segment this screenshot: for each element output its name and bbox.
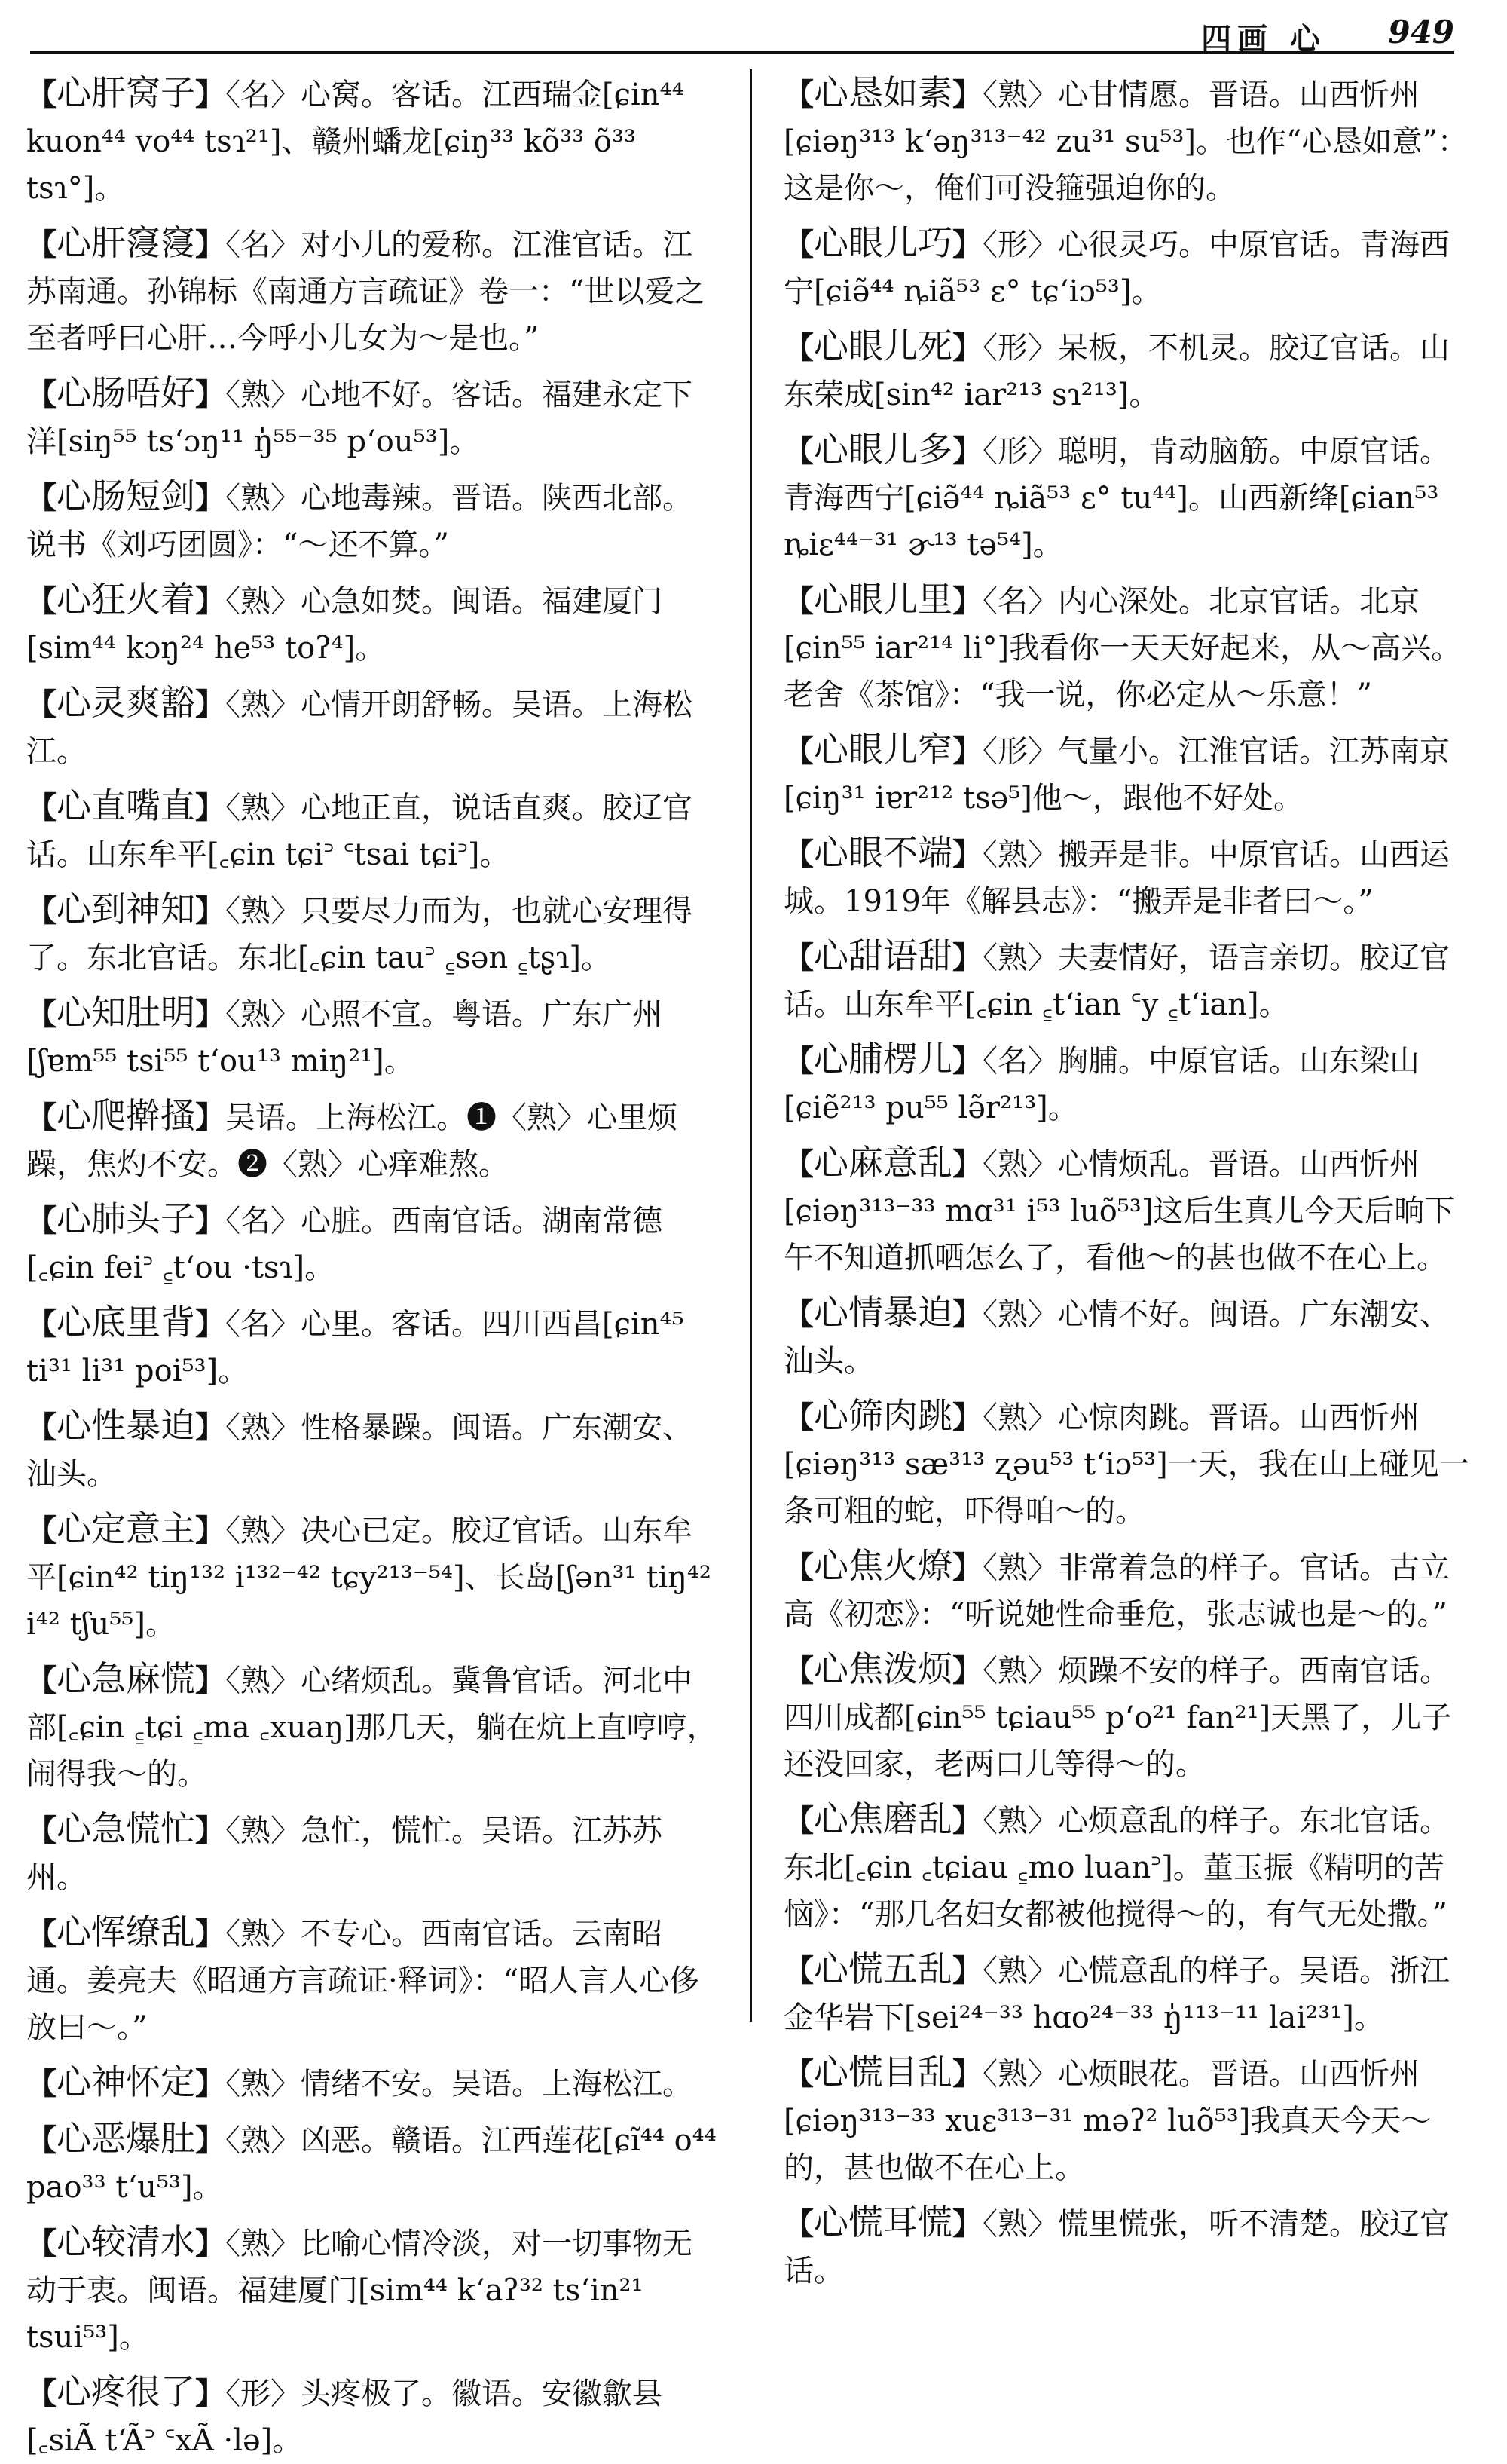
headword-bracket-close: 】 [952, 583, 983, 619]
headword-bracket-open: 【 [26, 1916, 57, 1951]
headword-bracket-close: 】 [195, 77, 225, 112]
dictionary-entry [784, 1392, 1477, 1535]
headword-bracket-open: 【 [784, 733, 814, 769]
dictionary-entry [26, 1805, 720, 1901]
dictionary-entry [784, 1542, 1477, 1638]
headword-bracket-open: 【 [26, 1813, 57, 1848]
headword-bracket-close: 】 [195, 1813, 225, 1848]
entry-headword: 心恽缭乱 [57, 1912, 195, 1952]
headword-bracket-open: 【 [26, 2226, 57, 2261]
headword-bracket-open: 【 [26, 687, 57, 722]
headword-bracket-open: 【 [26, 1513, 57, 1548]
dictionary-entry [784, 1036, 1477, 1131]
entry-definition: 〈熟〉烦躁不安的样子。西南官话。四川成都[ɕin⁵⁵ tɕiau⁵⁵ pʻo²¹ fan²¹]天黑了，儿子还没回家，老两口儿等得～的。 [784, 1654, 1452, 1782]
headword-bracket-close: 】 [952, 1550, 983, 1585]
dictionary-entry [26, 69, 720, 212]
entry-headword: 心肝䆮䆮 [57, 222, 195, 263]
entry-headword: 心到神知 [57, 889, 195, 929]
headword-bracket-open: 【 [784, 1953, 814, 1988]
headword-bracket-close: 】 [952, 1653, 983, 1688]
headword-bracket-close: 】 [952, 837, 983, 872]
entry-definition: 〈熟〉凶恶。赣语。江西莲花[ɕĩ⁴⁴ o⁴⁴ pao³³ tʻu⁵³]。 [26, 2123, 717, 2205]
dictionary-entry [784, 2049, 1477, 2191]
entry-headword: 心疼很了 [57, 2371, 195, 2412]
headword-bracket-open: 【 [26, 2066, 57, 2101]
entry-definition: 〈名〉心窝。客话。江西瑞金[ɕin⁴⁴ kuon⁴⁴ vo⁴⁴ tsɿ²¹]、赣州蟠龙[ɕiŋ³³ kõ³³ õ³³ tsɿ°]。 [26, 78, 684, 206]
headword-bracket-open: 【 [26, 996, 57, 1032]
entry-headword: 心恶爆肚 [57, 2118, 195, 2159]
headword-bracket-close: 】 [952, 1296, 983, 1332]
dictionary-entry [784, 1795, 1477, 1938]
entry-definition: 〈熟〉急忙，慌忙。吴语。江苏苏州。 [26, 1814, 662, 1895]
dictionary-entry [26, 989, 720, 1085]
entry-definition: 〈形〉气量小。江淮官话。江苏南京[ɕiŋ³¹ iɐr²¹² tsə⁵]他～，跟他不好处。 [784, 734, 1450, 816]
right-column [784, 69, 1477, 2288]
dictionary-entry [784, 1289, 1477, 1385]
headword-bracket-open: 【 [784, 1043, 814, 1079]
entry-definition: 〈熟〉心惊肉跳。晋语。山西忻州[ɕiəŋ³¹³ sæ³¹³ ʐəu⁵³ tʻiɔ⁵³]一天，我在山上碰见一条可粗的蛇，吓得咱～的。 [784, 1400, 1469, 1529]
dictionary-entry [26, 2218, 720, 2361]
entry-headword: 心筛肉跳 [814, 1395, 952, 1436]
entry-headword: 心较清水 [57, 2221, 195, 2262]
headword-bracket-close: 】 [952, 330, 983, 366]
left-column [26, 69, 720, 2458]
headword-bracket-close: 】 [195, 2376, 225, 2411]
entry-headword: 心直嘴直 [57, 785, 195, 826]
entry-headword: 心定意主 [57, 1508, 195, 1549]
entry-headword: 心爬擀搔 [57, 1095, 195, 1136]
dictionary-entry [784, 1645, 1477, 1788]
entry-headword: 心慌目乱 [814, 2052, 952, 2092]
headword-bracket-open: 【 [26, 790, 57, 825]
dictionary-entry [26, 1505, 720, 1648]
entry-definition: 〈熟〉慌里慌张，听不清楚。胶辽官话。 [784, 2207, 1450, 2288]
entry-headword: 心狂火着 [57, 579, 195, 620]
entry-definition: 〈熟〉性格暴躁。闽语。广东潮安、汕头。 [26, 1410, 692, 1492]
headword-bracket-close: 】 [952, 77, 983, 112]
entry-definition: 〈熟〉比喻心情冷淡，对一切事物无动于衷。闽语。福建厦门[sim⁴⁴ kʻaʔ³² tsʻin²¹ tsui⁵³]。 [26, 2227, 692, 2355]
headword-bracket-open: 【 [784, 1146, 814, 1182]
dictionary-entry [26, 886, 720, 981]
entry-headword: 心脯楞儿 [814, 1039, 952, 1079]
entry-definition: 〈熟〉心急如焚。闽语。福建厦门[sim⁴⁴ kɔŋ²⁴ he⁵³ toʔ⁴]。 [26, 584, 662, 666]
headword-bracket-open: 【 [784, 940, 814, 975]
entry-definition: 〈熟〉心烦意乱的样子。东北官话。东北[꜀ɕin ꜀tɕiau ꜁mo luan꜄]。董玉振《精明的苦恼》：“那几名妇女都被他搅得～的，有气无处撒。” [784, 1804, 1450, 1932]
headword-bracket-open: 【 [26, 1663, 57, 1698]
entry-definition: 〈形〉呆板，不机灵。胶辽官话。山东荣成[sin⁴² iar²¹³ sɿ²¹³]。 [784, 331, 1450, 412]
dictionary-entry [26, 473, 720, 568]
entry-headword: 心焦火燎 [814, 1545, 952, 1586]
dictionary-entry [26, 1195, 720, 1291]
entry-headword: 心情暴迫 [814, 1292, 952, 1333]
headword-bracket-close: 】 [952, 1043, 983, 1079]
headword-bracket-close: 】 [195, 227, 225, 262]
dictionary-entry [26, 679, 720, 775]
entry-definition: 〈熟〉心情不好。闽语。广东潮安、汕头。 [784, 1297, 1450, 1379]
headword-bracket-open: 【 [784, 330, 814, 366]
headword-bracket-close: 】 [195, 1306, 225, 1342]
entry-definition: 〈熟〉搬弄是非。中原官话。山西运城。1919年《解县志》：“搬弄是非者曰～。” [784, 837, 1450, 919]
headword-bracket-open: 【 [26, 893, 57, 929]
headword-bracket-open: 【 [26, 2123, 57, 2158]
headword-bracket-close: 】 [952, 227, 983, 262]
headword-bracket-close: 】 [195, 790, 225, 825]
dictionary-entry [784, 726, 1477, 822]
dictionary-entry [26, 1402, 720, 1498]
headword-bracket-open: 【 [784, 1550, 814, 1585]
dictionary-entry [784, 323, 1477, 418]
entry-definition: 〈熟〉心地毒辣。晋语。陕西北部。说书《刘巧团圆》：“～还不算。” [26, 481, 692, 562]
headword-bracket-close: 】 [195, 1663, 225, 1698]
dictionary-entry [784, 1945, 1477, 2041]
entry-headword: 心肺头子 [57, 1198, 195, 1239]
entry-headword: 心神怀定 [57, 2061, 195, 2102]
headword-bracket-open: 【 [784, 2056, 814, 2092]
headword-bracket-close: 】 [952, 1146, 983, 1182]
dictionary-entry [26, 219, 720, 362]
dictionary-entry [26, 1092, 720, 1188]
entry-definition: 〈熟〉情绪不安。吴语。上海松江。 [225, 2067, 692, 2101]
headword-bracket-close: 】 [195, 583, 225, 619]
entry-headword: 心灵爽豁 [57, 682, 195, 723]
entry-headword: 心眼不端 [814, 832, 952, 873]
headword-bracket-open: 【 [784, 1803, 814, 1838]
dictionary-entry [26, 2115, 720, 2211]
entry-headword: 心知肚明 [57, 992, 195, 1033]
entry-headword: 心焦泼烦 [814, 1648, 952, 1689]
headword-bracket-close: 】 [195, 377, 225, 412]
headword-bracket-open: 【 [26, 1306, 57, 1342]
entry-definition: 〈熟〉只要尽力而为，也就心安理得了。东北官话。东北[꜀ɕin tau꜄ ꜁sən ꜁tʂɿ]。 [26, 894, 692, 975]
dictionary-entry [784, 2199, 1477, 2294]
dictionary-entry [26, 1299, 720, 1394]
dictionary-entry [784, 829, 1477, 925]
page-header [30, 8, 1454, 57]
dictionary-entry [26, 1908, 720, 2051]
entry-headword: 心眼儿窄 [814, 729, 952, 770]
dictionary-entry [784, 932, 1477, 1028]
dictionary-entry [784, 426, 1477, 568]
headword-bracket-open: 【 [26, 2376, 57, 2411]
entry-definition: 〈熟〉心照不宣。粤语。广东广州[ʃɐm⁵⁵ tsi⁵⁵ tʻou¹³ miŋ²¹]。 [26, 997, 662, 1079]
headword-bracket-open: 【 [784, 77, 814, 112]
entry-definition: 〈熟〉心地正直，说话直爽。胶辽官话。山东牟平[꜀ɕin tɕi꜄ ꜂tsai tɕi꜄]。 [26, 791, 692, 872]
dictionary-entry [784, 1139, 1477, 1281]
entry-headword: 心焦磨乱 [814, 1798, 952, 1839]
entry-headword: 心肠唔好 [57, 372, 195, 413]
entry-headword: 心慌五乱 [814, 1948, 952, 1989]
entry-headword: 心眼儿死 [814, 326, 952, 366]
entry-headword: 心眼儿巧 [814, 222, 952, 263]
headword-bracket-open: 【 [26, 77, 57, 112]
dictionary-entry [26, 782, 720, 878]
headword-bracket-open: 【 [26, 1203, 57, 1238]
headword-bracket-close: 】 [195, 893, 225, 929]
dictionary-entry [26, 1655, 720, 1798]
dictionary-entry [26, 369, 720, 465]
entry-headword: 心急麻慌 [57, 1658, 195, 1699]
headword-bracket-open: 【 [26, 227, 57, 262]
entry-headword: 心眼儿多 [814, 429, 952, 470]
entry-headword: 心慌耳慌 [814, 2202, 952, 2242]
entry-definition: 〈名〉胸脯。中原官话。山东梁山[ɕiẽ²¹³ pu⁵⁵ lə̃r²¹³]。 [784, 1044, 1420, 1125]
entry-definition: 〈名〉心脏。西南官话。湖南常德[꜀ɕin fei꜄ ꜁tʻou ·tsɿ]。 [26, 1204, 662, 1285]
entry-headword: 心麻意乱 [814, 1142, 952, 1183]
entry-definition: 〈名〉对小儿的爱称。江淮官话。江苏南通。孙锦标《南通方言疏证》卷一：“世以爱之至者呼曰心肝…今呼小儿女为～是也。” [26, 228, 705, 356]
headword-bracket-open: 【 [26, 1100, 57, 1135]
headword-bracket-open: 【 [26, 480, 57, 516]
column-divider [750, 69, 752, 2022]
entry-headword: 心眼儿里 [814, 579, 952, 620]
headword-bracket-open: 【 [784, 2206, 814, 2242]
section-title: 四画 心 [1201, 21, 1326, 57]
headword-bracket-close: 】 [195, 1513, 225, 1548]
dictionary-entry [784, 219, 1477, 315]
headword-bracket-open: 【 [784, 1400, 814, 1435]
entry-definition: 〈熟〉心慌意乱的样子。吴语。浙江金华岩下[sei²⁴⁻³³ hɑo²⁴⁻³³ ŋ̍¹¹³⁻¹¹ lai²³¹]。 [784, 1954, 1450, 2035]
headword-bracket-close: 】 [195, 1203, 225, 1238]
entry-headword: 心肝窝子 [57, 72, 195, 113]
headword-bracket-close: 】 [952, 1400, 983, 1435]
headword-bracket-close: 】 [195, 2123, 225, 2158]
headword-bracket-open: 【 [784, 433, 814, 469]
headword-bracket-open: 【 [26, 583, 57, 619]
entry-definition: 〈形〉头疼极了。徽语。安徽歙县[꜀siÃ tʻÃ꜄ ꜂xÃ ·lə]。 [26, 2377, 662, 2458]
entry-headword: 心肠短剑 [57, 476, 195, 516]
entry-definition: 吴语。上海松江。❶〈熟〉心里烦躁，焦灼不安。❷〈熟〉心痒难熬。 [26, 1100, 677, 1182]
headword-bracket-close: 】 [195, 2226, 225, 2261]
dictionary-entry [784, 69, 1477, 212]
headword-bracket-open: 【 [784, 227, 814, 262]
headword-bracket-close: 】 [195, 687, 225, 722]
page-number: 949 [1388, 14, 1454, 51]
entry-headword: 心性暴迫 [57, 1405, 195, 1446]
entry-headword: 心急慌忙 [57, 1808, 195, 1849]
headword-bracket-open: 【 [784, 583, 814, 619]
headword-bracket-open: 【 [26, 377, 57, 412]
headword-bracket-close: 】 [952, 1803, 983, 1838]
headword-bracket-close: 】 [952, 733, 983, 769]
entry-headword: 心甜语甜 [814, 935, 952, 976]
entry-headword: 心恳如素 [814, 72, 952, 113]
dictionary-entry [26, 2058, 720, 2107]
entry-definition: 〈名〉心里。客话。四川西昌[ɕin⁴⁵ ti³¹ li³¹ poi⁵³]。 [26, 1307, 684, 1388]
headword-bracket-open: 【 [784, 1653, 814, 1688]
entry-definition: 〈形〉聪明，肯动脑筋。中原官话。青海西宁[ɕiə̃⁴⁴ ȵiã⁵³ ɛ° tu⁴⁴]。山西新绛[ɕian⁵³ ȵiɛ⁴⁴⁻³¹ ɚ¹³ tə⁵⁴]。 [784, 434, 1450, 562]
headword-bracket-close: 】 [952, 2056, 983, 2092]
entry-definition: 〈熟〉心绪烦乱。冀鲁官话。河北中部[꜀ɕin ꜁tɕi ꜁ma ꜀xuaŋ]那几天，躺在炕上直哼哼，闹得我～的。 [26, 1664, 717, 1792]
entry-definition: 〈熟〉夫妻情好，语言亲切。胶辽官话。山东牟平[꜀ɕin ꜁tʻian ꜂y ꜁tʻian]。 [784, 941, 1450, 1022]
headword-bracket-close: 】 [952, 1953, 983, 1988]
headword-bracket-open: 【 [26, 1410, 57, 1445]
headword-bracket-close: 】 [952, 940, 983, 975]
headword-bracket-close: 】 [195, 480, 225, 516]
dictionary-entry [26, 576, 720, 672]
dictionary-entry [784, 576, 1477, 718]
entry-definition: 〈熟〉心情烦乱。晋语。山西忻州[ɕiəŋ³¹³⁻³³ mɑ³¹ i⁵³ luõ⁵³]这后生真儿今天后晌下午不知道抓哂怎么了，看他～的甚也做不在心上。 [784, 1147, 1455, 1275]
headword-bracket-close: 】 [195, 2066, 225, 2101]
entry-definition: 〈熟〉非常着急的样子。官话。古立高《初恋》：“听说她性命垂危，张志诚也是～的。” [784, 1550, 1450, 1632]
headword-bracket-close: 】 [952, 2206, 983, 2242]
entry-definition: 〈熟〉心甘情愿。晋语。山西忻州[ɕiəŋ³¹³ kʻəŋ³¹³⁻⁴² zu³¹ su⁵³]。也作“心恳如意”：这是你～，俺们可没箍强迫你的。 [784, 78, 1468, 206]
entry-definition: 〈熟〉心烦眼花。晋语。山西忻州[ɕiəŋ³¹³⁻³³ xuɛ³¹³⁻³¹ məʔ² luõ⁵³]我真天今天～的，甚也做不在心上。 [784, 2057, 1432, 2185]
headword-bracket-close: 】 [195, 996, 225, 1032]
entry-definition: 〈名〉内心深处。北京官话。北京[ɕin⁵⁵ iar²¹⁴ li°]我看你一天天好起来，从～高兴。老舍《茶馆》：“我一说，你必定从～乐意！” [784, 584, 1462, 712]
entry-definition: 〈熟〉不专心。西南官话。云南昭通。姜亮夫《昭通方言疏证·释词》：“昭人言人心侈放曰～。” [26, 1917, 700, 2045]
entry-definition: 〈熟〉决心已定。胶辽官话。山东牟平[ɕin⁴² tiŋ¹³² i¹³²⁻⁴² tɕy²¹³⁻⁵⁴]、长岛[ʃən³¹ tiŋ⁴² i⁴² tʃu⁵⁵]。 [26, 1514, 711, 1642]
entry-definition: 〈熟〉心情开朗舒畅。吴语。上海松江。 [26, 687, 692, 769]
entry-definition: 〈熟〉心地不好。客话。福建永定下洋[siŋ⁵⁵ tsʻɔŋ¹¹ ŋ̍⁵⁵⁻³⁵ pʻou⁵³]。 [26, 378, 692, 459]
dictionary-entry [26, 2368, 720, 2464]
headword-bracket-close: 】 [195, 1916, 225, 1951]
headword-bracket-open: 【 [784, 1296, 814, 1332]
entry-headword: 心底里背 [57, 1302, 195, 1342]
headword-bracket-close: 】 [952, 433, 983, 469]
headword-bracket-close: 】 [195, 1100, 225, 1135]
headword-bracket-close: 】 [195, 1410, 225, 1445]
headword-bracket-open: 【 [784, 837, 814, 872]
entry-definition: 〈形〉心很灵巧。中原官话。青海西宁[ɕiə̃⁴⁴ ȵiã⁵³ ɛ° tɕʻiɔ⁵³]。 [784, 228, 1450, 309]
